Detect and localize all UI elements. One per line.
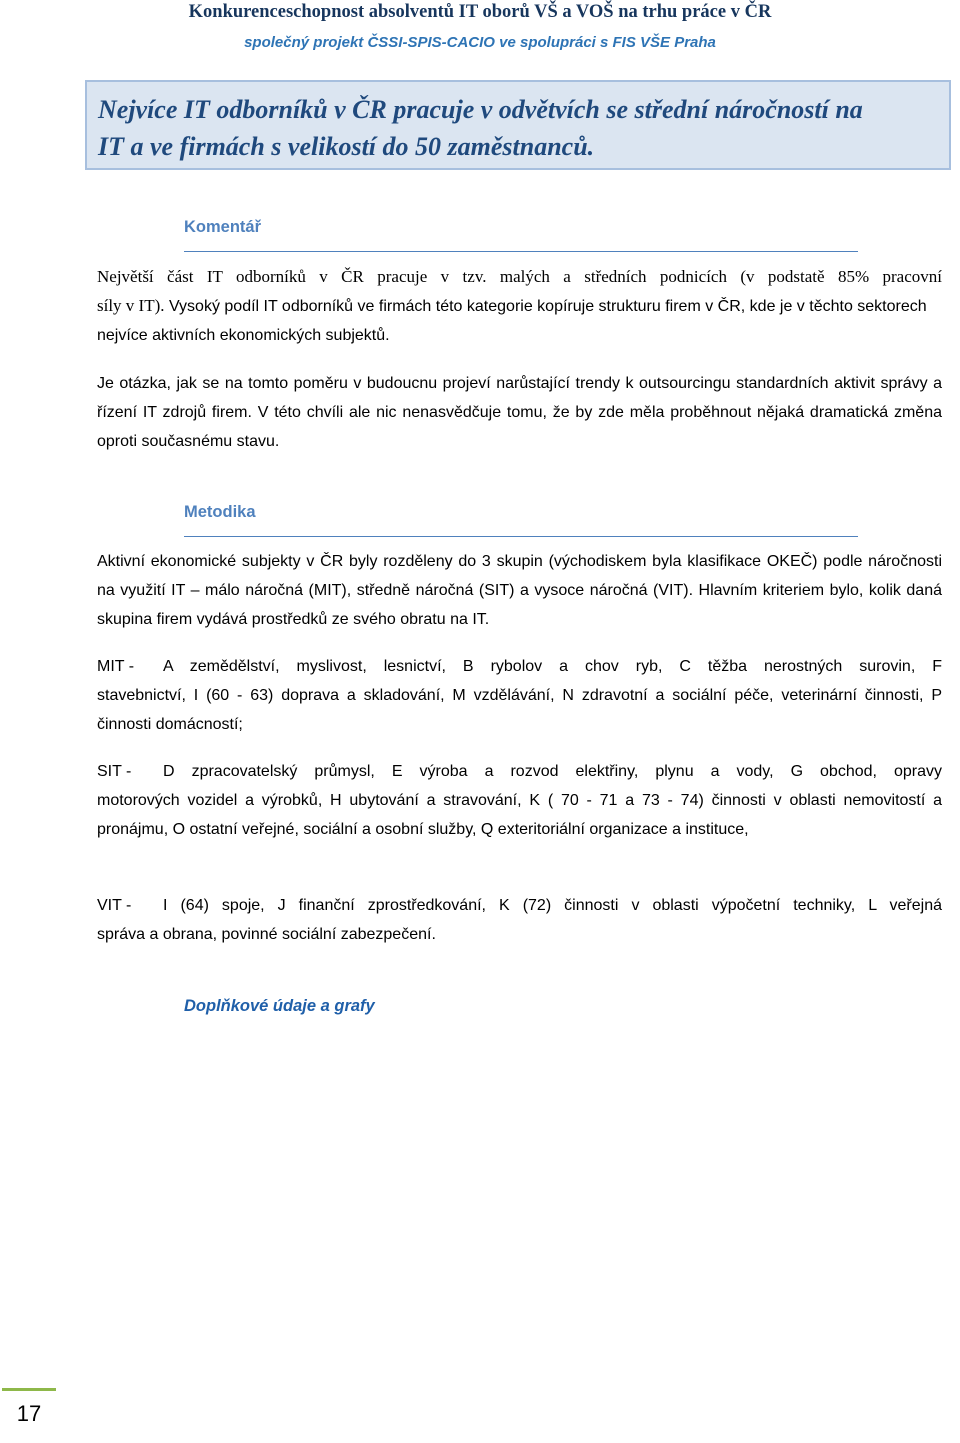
vit-first-line: I (64) spoje, J finanční zprostředkování, K (72) činnosti v oblasti výpočetní techniky, L veřejná xyxy=(163,897,942,914)
running-header-subtitle: společný projekt ČSSI-SPIS-CACIO ve spolupráci s FIS VŠE Praha xyxy=(244,34,716,51)
mit-rest: stavebnictví, I (60 - 63) doprava a skladování, M vzdělávání, N zdravotní a sociální péče, veterinární činnosti, P činnosti domácností; xyxy=(97,687,942,733)
sit-first-line: D zpracovatelský průmysl, E výroba a rozvod elektřiny, plynu a vody, G obchod, opravy xyxy=(163,763,942,780)
headline-box xyxy=(85,80,951,170)
mit-first-line: A zemědělství, myslivost, lesnictví, B rybolov a chov ryb, C těžba nerostných surovin, F xyxy=(163,658,942,675)
comment-paragraph-1 xyxy=(97,262,942,350)
method-heading: Metodika xyxy=(184,503,256,521)
comment-p1-serif-tail: síly v IT). xyxy=(97,296,165,315)
vit-rest: správa a obrana, povinné sociální zabezpečení. xyxy=(97,926,436,943)
extra-heading: Doplňkové údaje a grafy xyxy=(184,997,375,1015)
mit-label: MIT - xyxy=(97,658,135,675)
method-paragraph-1: Aktivní ekonomické subjekty v ČR byly rozděleny do 3 skupin (východiskem byla klasifikace OKEČ) podle náročnosti na využití IT – málo náročná (MIT), středně náročná (SIT) a vysoce náročná (VIT). Hlavním kriteriem bylo, kolik daná skupina firem vydává prostředků ze svého obratu na IT. xyxy=(97,553,942,628)
sit-rest: motorových vozidel a výrobků, H ubytování a stravování, K ( 70 - 71 a 73 - 74) činnosti v oblasti nemovitostí a pronájmu, O ostatní veřejné, sociální a osobní služby, Q exteritoriální organizace a instituce, xyxy=(97,792,942,838)
method-rule xyxy=(184,536,858,537)
mit-definition xyxy=(97,652,942,739)
page-number: 17 xyxy=(2,1388,56,1438)
running-header-title: Konkurenceschopnost absolventů IT oborů VŠ a VOŠ na trhu práce v ČR xyxy=(188,2,772,22)
headline-line-1: Nejvíce IT odborníků v ČR pracuje v odvětvích se střední náročností na xyxy=(98,95,863,124)
comment-heading: Komentář xyxy=(184,218,262,236)
headline-line-2: IT a ve firmách s velikostí do 50 zaměstnanců. xyxy=(98,132,595,161)
sit-definition xyxy=(97,757,942,844)
vit-definition xyxy=(97,891,942,949)
sit-label: SIT - xyxy=(97,763,132,780)
comment-rule xyxy=(184,251,858,252)
vit-label: VIT - xyxy=(97,897,132,914)
comment-paragraph-2: Je otázka, jak se na tomto poměru v budoucnu projeví narůstající trendy k outsourcingu standardních aktivit správy a řízení IT zdrojů firem. V této chvíli ale nic nenasvědčuje tomu, že by zde měla proběhnout nějaká dramatická změna oproti současnému stavu. xyxy=(97,375,942,450)
comment-p1-line1: Největší část IT odborníků v ČR pracuje v tzv. malých a středních podnicích (v podstatě 85% pracovní xyxy=(97,267,942,286)
comment-p1-rest: Vysoký podíl IT odborníků ve firmách této kategorie kopíruje strukturu firem v ČR, kde je v těchto sektorech nejvíce aktivních ekonomických subjektů. xyxy=(97,298,927,344)
